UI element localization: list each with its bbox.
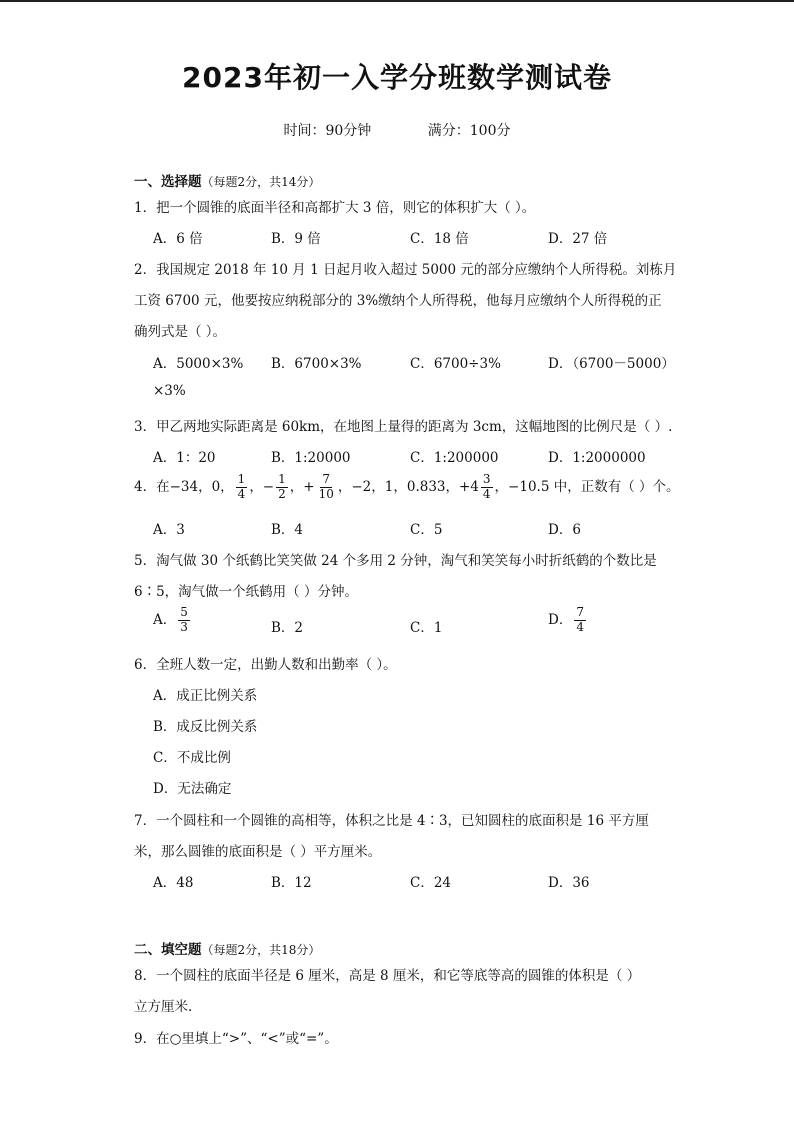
q4-fraction-2-den: 2 [278, 486, 286, 501]
q4-fraction-1 [236, 473, 248, 502]
q5-option-a-fraction [178, 606, 190, 635]
section-note: （每题2分，共14分） [201, 175, 321, 189]
q4-option-d: D．6 [548, 522, 581, 538]
q5-option-a-label: A． [153, 611, 177, 628]
question-7-stem-line2: 米，那么圆锥的底面积是（ ）平方厘米。 [134, 844, 382, 860]
exam-meta [0, 120, 794, 140]
question-3-stem: 3．甲乙两地实际距离是 60km，在地图上量得的距离为 3cm，这幅地图的比例尺是（ ）. [134, 419, 673, 435]
q3-option-b: B．1:20000 [271, 450, 351, 466]
q4-fraction-3-den: 10 [318, 486, 334, 501]
section-heading-choice [134, 170, 320, 190]
q4-fraction-4 [481, 473, 493, 502]
q4-text-1: 4．在−34，0， [134, 478, 234, 495]
q4-option-b: B．4 [271, 522, 304, 538]
q6-option-a: A．成正比例关系 [153, 688, 258, 704]
question-5-stem-line2: 6∶5，淘气做一个纸鹤用（ ）分钟。 [134, 584, 358, 600]
question-8-stem-line1: 8．一个圆柱的底面半径是 6 厘米，高是 8 厘米，和它等底等高的圆锥的体积是（ ） [134, 968, 641, 984]
exam-score: 满分：100分 [427, 123, 511, 139]
q5-d-den: 4 [576, 619, 584, 634]
q3-option-c: C．1:200000 [410, 450, 499, 466]
question-8-stem-line2: 立方厘米. [134, 999, 193, 1015]
question-5-stem-line1: 5．淘气做 30 个纸鹤比笑笑做 24 个多用 2 分钟，淘气和笑笑每小时折纸鹤的个数比是 [134, 553, 657, 569]
q6-option-b: B．成反比例关系 [153, 719, 258, 735]
q4-text-3: ，+ [289, 478, 315, 495]
q2-option-a: A．5000×3% [153, 356, 244, 372]
question-6-stem: 6．全班人数一定，出勤人数和出勤率（ ）。 [134, 657, 397, 673]
q7-option-d: D．36 [548, 875, 590, 891]
exam-time: 时间：90分钟 [283, 123, 372, 139]
q2-option-b: B．6700×3% [271, 356, 362, 372]
question-2-stem-line3: 确列式是（ ）。 [134, 324, 227, 340]
q2-option-d-cont: ×3% [153, 383, 186, 399]
q6-option-d: D．无法确定 [153, 781, 232, 797]
q7-option-a: A．48 [153, 875, 194, 891]
q5-option-d [548, 606, 588, 635]
q2-option-c: C．6700÷3% [410, 356, 501, 372]
section-heading-fill [134, 938, 320, 958]
q1-option-c: C．18 倍 [410, 231, 469, 247]
question-4-stem [134, 473, 680, 502]
section-note: （每题2分，共18分） [201, 943, 321, 957]
q3-option-a: A．1：20 [153, 450, 216, 466]
q7-option-c: C．24 [410, 875, 452, 891]
q5-option-b: B．2 [271, 620, 304, 636]
question-9-stem: 9．在○里填上“>”、“<”或“=”。 [134, 1031, 338, 1047]
q4-fraction-4-den: 4 [482, 486, 491, 501]
q4-text-5: ，−10.5 中，正数有（ ）个。 [494, 478, 680, 495]
question-2-stem-line1: 2．我国规定 2018 年 10 月 1 日起月收入超过 5000 元的部分应缴纳个人所得税。刘栋月 [134, 262, 677, 278]
q5-a-num: 5 [180, 605, 188, 619]
question-1-stem: 1．把一个圆锥的底面半径和高都扩大 3 倍，则它的体积扩大（ ）。 [134, 200, 536, 216]
q2-option-d: D．（6700－5000） [548, 356, 675, 372]
question-7-stem-line1: 7．一个圆柱和一个圆锥的高相等，体积之比是 4∶3，已知圆柱的底面积是 16 平方厘 [134, 813, 649, 829]
q4-text-2: ，− [249, 478, 275, 495]
q1-option-d: D．27 倍 [548, 231, 608, 247]
q4-text-4: ，−2，1，0.833，+4 [337, 478, 479, 495]
q1-option-a: A．6 倍 [153, 231, 203, 247]
q5-d-num: 7 [576, 605, 584, 619]
q4-fraction-3 [317, 473, 336, 502]
q4-fraction-4-num: 3 [482, 472, 491, 486]
q4-fraction-1-den: 4 [237, 486, 246, 501]
q5-a-den: 3 [180, 619, 188, 634]
top-border [0, 0, 794, 2]
q4-fraction-3-num: 7 [322, 472, 331, 486]
q5-option-a [153, 606, 192, 635]
q5-option-c: C．1 [410, 620, 443, 636]
q4-option-a: A．3 [153, 522, 185, 538]
q6-option-c: C．不成比例 [153, 750, 231, 766]
q4-fraction-2 [276, 473, 288, 502]
q4-fraction-2-num: 1 [278, 472, 286, 486]
q4-option-c: C．5 [410, 522, 443, 538]
q3-option-d: D．1:2000000 [548, 450, 646, 466]
section-title: 二、填空题 [134, 942, 202, 958]
q5-option-d-label: D． [548, 611, 573, 628]
section-title: 一、选择题 [134, 174, 202, 190]
q7-option-b: B．12 [271, 875, 312, 891]
page-title: 2023年初一入学分班数学测试卷 [182, 61, 612, 94]
q4-fraction-1-num: 1 [237, 472, 246, 486]
q1-option-b: B．9 倍 [271, 231, 321, 247]
question-2-stem-line2: 工资 6700 元，他要按应纳税部分的 3%缴纳个人所得税，他每月应缴纳个人所得税的正 [134, 293, 662, 309]
q5-option-d-fraction [574, 606, 586, 635]
